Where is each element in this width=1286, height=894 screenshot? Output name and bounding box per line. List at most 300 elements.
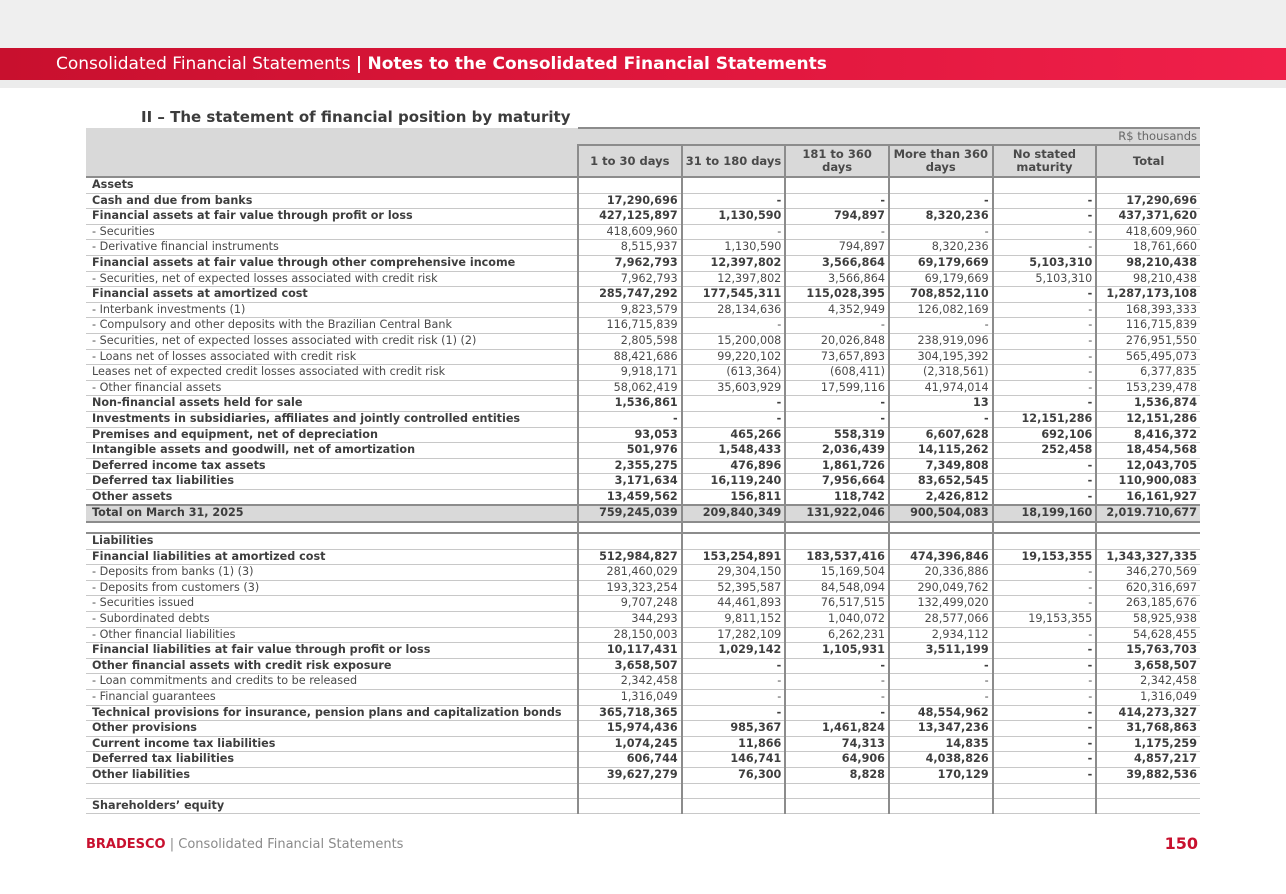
empty-cell xyxy=(993,783,1097,798)
value-cell: 1,536,861 xyxy=(578,396,682,412)
value-cell: 15,974,436 xyxy=(578,721,682,737)
value-cell: 1,040,072 xyxy=(785,612,889,628)
value-cell: 4,857,217 xyxy=(1096,752,1200,768)
empty-cell xyxy=(578,177,682,193)
empty-cell xyxy=(889,798,993,814)
value-cell: - xyxy=(993,318,1097,334)
table-row xyxy=(86,411,1200,427)
row-label: - Securities xyxy=(86,224,578,240)
value-cell: - xyxy=(785,658,889,674)
empty-cell xyxy=(682,533,786,549)
value-cell: 83,652,545 xyxy=(889,474,993,490)
empty-cell xyxy=(1096,798,1200,814)
value-cell: 20,336,886 xyxy=(889,565,993,581)
row-label: Total on March 31, 2025 xyxy=(86,505,578,522)
value-cell: 10,117,431 xyxy=(578,643,682,659)
value-cell: 18,454,568 xyxy=(1096,443,1200,459)
value-cell: - xyxy=(889,690,993,706)
value-cell: 620,316,697 xyxy=(1096,580,1200,596)
empty-cell xyxy=(1096,533,1200,549)
empty-cell xyxy=(889,177,993,193)
value-cell: 5,103,310 xyxy=(993,255,1097,271)
table-row xyxy=(86,596,1200,612)
value-cell: 2,805,598 xyxy=(578,333,682,349)
liabilities-heading-row xyxy=(86,533,1200,549)
table-row xyxy=(86,240,1200,256)
value-cell: 170,129 xyxy=(889,767,993,783)
value-cell: - xyxy=(682,318,786,334)
value-cell: 28,134,636 xyxy=(682,302,786,318)
value-cell: 99,220,102 xyxy=(682,349,786,365)
value-cell: 31,768,863 xyxy=(1096,721,1200,737)
value-cell: 17,290,696 xyxy=(578,193,682,209)
value-cell: 465,266 xyxy=(682,427,786,443)
table-row xyxy=(86,318,1200,334)
value-cell: 18,199,160 xyxy=(993,505,1097,522)
value-cell: 35,603,929 xyxy=(682,380,786,396)
maturity-table xyxy=(86,127,1200,814)
value-cell: 6,377,835 xyxy=(1096,365,1200,381)
value-cell: 116,715,839 xyxy=(1096,318,1200,334)
value-cell: 418,609,960 xyxy=(1096,224,1200,240)
value-cell: 58,925,938 xyxy=(1096,612,1200,628)
value-cell: 238,919,096 xyxy=(889,333,993,349)
value-cell: - xyxy=(993,643,1097,659)
empty-cell xyxy=(785,177,889,193)
value-cell: 74,313 xyxy=(785,736,889,752)
value-cell: 13,347,236 xyxy=(889,721,993,737)
value-cell: 17,290,696 xyxy=(1096,193,1200,209)
row-label: Financial assets at fair value through profit or loss xyxy=(86,209,578,225)
empty-cell xyxy=(993,798,1097,814)
value-cell: - xyxy=(993,193,1097,209)
row-label: Deferred tax liabilities xyxy=(86,752,578,768)
empty-cell xyxy=(889,783,993,798)
value-cell: 64,906 xyxy=(785,752,889,768)
value-cell: 3,171,634 xyxy=(578,474,682,490)
banner-separator: | xyxy=(355,54,363,74)
value-cell: - xyxy=(682,690,786,706)
value-cell: 15,169,504 xyxy=(785,565,889,581)
value-cell: - xyxy=(682,411,786,427)
value-cell: 2,342,458 xyxy=(1096,674,1200,690)
value-cell: - xyxy=(785,193,889,209)
table-row xyxy=(86,380,1200,396)
value-cell: - xyxy=(993,349,1097,365)
empty-cell xyxy=(578,522,682,533)
value-cell: 437,371,620 xyxy=(1096,209,1200,225)
value-cell: 153,239,478 xyxy=(1096,380,1200,396)
value-cell: - xyxy=(785,705,889,721)
value-cell: 606,744 xyxy=(578,752,682,768)
value-cell: 54,628,455 xyxy=(1096,627,1200,643)
footer-separator: | xyxy=(169,837,175,852)
value-cell: 84,548,094 xyxy=(785,580,889,596)
footer xyxy=(86,837,403,852)
empty-cell xyxy=(578,533,682,549)
value-cell: 3,566,864 xyxy=(785,271,889,287)
value-cell: 73,657,893 xyxy=(785,349,889,365)
empty-cell xyxy=(785,522,889,533)
value-cell: - xyxy=(993,658,1097,674)
value-cell: 209,840,349 xyxy=(682,505,786,522)
value-cell: 76,517,515 xyxy=(785,596,889,612)
table-row xyxy=(86,458,1200,474)
value-cell: 6,607,628 xyxy=(889,427,993,443)
value-cell: - xyxy=(993,752,1097,768)
row-label: Financial assets at fair value through other comprehensive income xyxy=(86,255,578,271)
value-cell: 19,153,355 xyxy=(993,612,1097,628)
value-cell: 1,105,931 xyxy=(785,643,889,659)
value-cell: 1,536,874 xyxy=(1096,396,1200,412)
value-cell: 1,861,726 xyxy=(785,458,889,474)
value-cell: 115,028,395 xyxy=(785,287,889,303)
value-cell: - xyxy=(889,193,993,209)
spacer-row xyxy=(86,783,1200,798)
table-row xyxy=(86,271,1200,287)
column-header: More than 360 days xyxy=(889,145,993,177)
value-cell: 692,106 xyxy=(993,427,1097,443)
value-cell: - xyxy=(993,674,1097,690)
value-cell: 290,049,762 xyxy=(889,580,993,596)
spacer-row xyxy=(86,522,1200,533)
value-cell: 1,029,142 xyxy=(682,643,786,659)
value-cell: 1,130,590 xyxy=(682,209,786,225)
table-row xyxy=(86,565,1200,581)
value-cell: - xyxy=(993,580,1097,596)
empty-cell xyxy=(86,522,578,533)
value-cell: 76,300 xyxy=(682,767,786,783)
row-label: Technical provisions for insurance, pension plans and capitalization bonds xyxy=(86,705,578,721)
value-cell: 1,343,327,335 xyxy=(1096,549,1200,565)
value-cell: 8,828 xyxy=(785,767,889,783)
value-cell: 4,038,826 xyxy=(889,752,993,768)
value-cell: 1,074,245 xyxy=(578,736,682,752)
value-cell: 7,962,793 xyxy=(578,271,682,287)
value-cell: 29,304,150 xyxy=(682,565,786,581)
empty-cell xyxy=(578,783,682,798)
value-cell: 7,349,808 xyxy=(889,458,993,474)
value-cell: 414,273,327 xyxy=(1096,705,1200,721)
empty-cell xyxy=(889,533,993,549)
value-cell: 418,609,960 xyxy=(578,224,682,240)
value-cell: - xyxy=(889,318,993,334)
value-cell: (2,318,561) xyxy=(889,365,993,381)
maturity-table-wrapper xyxy=(86,127,1200,814)
table-row xyxy=(86,209,1200,225)
row-label: Financial liabilities at amortized cost xyxy=(86,549,578,565)
empty-cell xyxy=(993,533,1097,549)
value-cell: - xyxy=(993,365,1097,381)
row-label: Investments in subsidiaries, affiliates and jointly controlled entities xyxy=(86,411,578,427)
value-cell: - xyxy=(682,224,786,240)
value-cell: 9,823,579 xyxy=(578,302,682,318)
table-row xyxy=(86,767,1200,783)
value-cell: 12,151,286 xyxy=(1096,411,1200,427)
value-cell: - xyxy=(682,705,786,721)
table-row xyxy=(86,443,1200,459)
row-label: - Financial guarantees xyxy=(86,690,578,706)
row-label: - Deposits from banks (1) (3) xyxy=(86,565,578,581)
row-label: Deferred tax liabilities xyxy=(86,474,578,490)
empty-cell xyxy=(682,177,786,193)
value-cell: - xyxy=(682,193,786,209)
value-cell: 12,043,705 xyxy=(1096,458,1200,474)
value-cell: - xyxy=(993,209,1097,225)
banner-subsection: Notes to the Consolidated Financial Statements xyxy=(367,54,827,74)
assets-heading-row xyxy=(86,177,1200,193)
empty-cell xyxy=(993,522,1097,533)
table-row xyxy=(86,643,1200,659)
value-cell: - xyxy=(993,458,1097,474)
column-header: No stated maturity xyxy=(993,145,1097,177)
table-row xyxy=(86,721,1200,737)
value-cell: 16,119,240 xyxy=(682,474,786,490)
value-cell: 131,922,046 xyxy=(785,505,889,522)
value-cell: 2,342,458 xyxy=(578,674,682,690)
value-cell: 153,254,891 xyxy=(682,549,786,565)
value-cell: 263,185,676 xyxy=(1096,596,1200,612)
table-row xyxy=(86,627,1200,643)
value-cell: - xyxy=(993,767,1097,783)
table-row xyxy=(86,255,1200,271)
value-cell: - xyxy=(889,411,993,427)
value-cell: - xyxy=(993,474,1097,490)
row-label: - Subordinated debts xyxy=(86,612,578,628)
value-cell: 794,897 xyxy=(785,240,889,256)
footer-text: Consolidated Financial Statements xyxy=(178,837,404,852)
units-label: R$ thousands xyxy=(578,128,1200,145)
value-cell: - xyxy=(785,690,889,706)
value-cell: 8,416,372 xyxy=(1096,427,1200,443)
row-label: Cash and due from banks xyxy=(86,193,578,209)
value-cell: 3,511,199 xyxy=(889,643,993,659)
value-cell: 3,658,507 xyxy=(1096,658,1200,674)
row-label: Deferred income tax assets xyxy=(86,458,578,474)
banner-section: Consolidated Financial Statements xyxy=(56,54,351,74)
value-cell: 177,545,311 xyxy=(682,287,786,303)
value-cell: 20,026,848 xyxy=(785,333,889,349)
value-cell: 759,245,039 xyxy=(578,505,682,522)
row-label: Financial assets at amortized cost xyxy=(86,287,578,303)
empty-cell xyxy=(785,798,889,814)
table-row xyxy=(86,427,1200,443)
value-cell: 2,426,812 xyxy=(889,489,993,505)
empty-cell xyxy=(993,177,1097,193)
row-label: Other liabilities xyxy=(86,767,578,783)
value-cell: 13 xyxy=(889,396,993,412)
total-row xyxy=(86,505,1200,522)
row-label: Financial liabilities at fair value through profit or loss xyxy=(86,643,578,659)
empty-cell xyxy=(1096,177,1200,193)
value-cell: 9,811,152 xyxy=(682,612,786,628)
value-cell: 1,316,049 xyxy=(578,690,682,706)
value-cell: 252,458 xyxy=(993,443,1097,459)
value-cell: 7,956,664 xyxy=(785,474,889,490)
empty-cell xyxy=(86,783,578,798)
value-cell: - xyxy=(993,224,1097,240)
row-label: Premises and equipment, net of depreciation xyxy=(86,427,578,443)
value-cell: 12,397,802 xyxy=(682,255,786,271)
table-row xyxy=(86,287,1200,303)
value-cell: 344,293 xyxy=(578,612,682,628)
value-cell: 15,763,703 xyxy=(1096,643,1200,659)
value-cell: 69,179,669 xyxy=(889,271,993,287)
value-cell: - xyxy=(682,396,786,412)
value-cell: 17,282,109 xyxy=(682,627,786,643)
value-cell: 44,461,893 xyxy=(682,596,786,612)
value-cell: 168,393,333 xyxy=(1096,302,1200,318)
value-cell: 16,161,927 xyxy=(1096,489,1200,505)
value-cell: 565,495,073 xyxy=(1096,349,1200,365)
value-cell: 1,130,590 xyxy=(682,240,786,256)
value-cell: 58,062,419 xyxy=(578,380,682,396)
value-cell: - xyxy=(993,596,1097,612)
row-label: Intangible assets and goodwill, net of amortization xyxy=(86,443,578,459)
value-cell: 69,179,669 xyxy=(889,255,993,271)
value-cell: 11,866 xyxy=(682,736,786,752)
value-cell: - xyxy=(785,224,889,240)
value-cell: - xyxy=(889,658,993,674)
empty-cell xyxy=(889,522,993,533)
column-header: Total xyxy=(1096,145,1200,177)
column-header: 1 to 30 days xyxy=(578,145,682,177)
value-cell: 132,499,020 xyxy=(889,596,993,612)
empty-cell xyxy=(785,783,889,798)
empty-cell xyxy=(682,522,786,533)
value-cell: 5,103,310 xyxy=(993,271,1097,287)
value-cell: 88,421,686 xyxy=(578,349,682,365)
value-cell: - xyxy=(682,658,786,674)
value-cell: 4,352,949 xyxy=(785,302,889,318)
empty-cell xyxy=(785,533,889,549)
empty-cell xyxy=(578,798,682,814)
value-cell: 285,747,292 xyxy=(578,287,682,303)
value-cell: - xyxy=(785,411,889,427)
value-cell: - xyxy=(993,240,1097,256)
value-cell: - xyxy=(785,318,889,334)
value-cell: 93,053 xyxy=(578,427,682,443)
footer-brand: BRADESCO xyxy=(86,837,166,852)
table-row xyxy=(86,474,1200,490)
value-cell: 52,395,587 xyxy=(682,580,786,596)
value-cell: 346,270,569 xyxy=(1096,565,1200,581)
value-cell: 2,036,439 xyxy=(785,443,889,459)
row-label: - Securities, net of expected losses associated with credit risk (1) (2) xyxy=(86,333,578,349)
value-cell: 118,742 xyxy=(785,489,889,505)
value-cell: 12,397,802 xyxy=(682,271,786,287)
value-cell: - xyxy=(993,489,1097,505)
value-cell: 985,367 xyxy=(682,721,786,737)
row-label: Other provisions xyxy=(86,721,578,737)
value-cell: - xyxy=(993,627,1097,643)
value-cell: 98,210,438 xyxy=(1096,255,1200,271)
value-cell: 8,515,937 xyxy=(578,240,682,256)
row-label: Assets xyxy=(86,177,578,193)
value-cell: 7,962,793 xyxy=(578,255,682,271)
value-cell: 512,984,827 xyxy=(578,549,682,565)
value-cell: - xyxy=(785,396,889,412)
table-row xyxy=(86,549,1200,565)
value-cell: 28,577,066 xyxy=(889,612,993,628)
value-cell: (608,411) xyxy=(785,365,889,381)
row-label: - Derivative financial instruments xyxy=(86,240,578,256)
table-row xyxy=(86,736,1200,752)
value-cell: - xyxy=(578,411,682,427)
value-cell: 365,718,365 xyxy=(578,705,682,721)
table-row xyxy=(86,674,1200,690)
value-cell: 39,627,279 xyxy=(578,767,682,783)
equity-heading-row xyxy=(86,798,1200,814)
table-row xyxy=(86,349,1200,365)
value-cell: 476,896 xyxy=(682,458,786,474)
row-label: - Securities issued xyxy=(86,596,578,612)
row-label: - Other financial assets xyxy=(86,380,578,396)
value-cell: 110,900,083 xyxy=(1096,474,1200,490)
value-cell: 41,974,014 xyxy=(889,380,993,396)
value-cell: 2,019.710,677 xyxy=(1096,505,1200,522)
value-cell: 1,461,824 xyxy=(785,721,889,737)
value-cell: 304,195,392 xyxy=(889,349,993,365)
value-cell: 18,761,660 xyxy=(1096,240,1200,256)
value-cell: 3,566,864 xyxy=(785,255,889,271)
value-cell: - xyxy=(993,380,1097,396)
table-row xyxy=(86,612,1200,628)
empty-cell xyxy=(682,783,786,798)
value-cell: 126,082,169 xyxy=(889,302,993,318)
value-cell: 1,316,049 xyxy=(1096,690,1200,706)
value-cell: (613,364) xyxy=(682,365,786,381)
value-cell: 427,125,897 xyxy=(578,209,682,225)
value-cell: 19,153,355 xyxy=(993,549,1097,565)
table-row xyxy=(86,705,1200,721)
value-cell: 1,287,173,108 xyxy=(1096,287,1200,303)
row-label: Liabilities xyxy=(86,533,578,549)
table-row xyxy=(86,752,1200,768)
value-cell: - xyxy=(785,674,889,690)
value-cell: 14,835 xyxy=(889,736,993,752)
value-cell: - xyxy=(993,705,1097,721)
row-label: - Compulsory and other deposits with the Brazilian Central Bank xyxy=(86,318,578,334)
value-cell: 98,210,438 xyxy=(1096,271,1200,287)
under-band xyxy=(0,80,1286,88)
table-row xyxy=(86,302,1200,318)
value-cell: 15,200,008 xyxy=(682,333,786,349)
row-label: Non-financial assets held for sale xyxy=(86,396,578,412)
top-band xyxy=(0,0,1286,48)
column-header-row xyxy=(86,145,1200,177)
value-cell: 12,151,286 xyxy=(993,411,1097,427)
value-cell: - xyxy=(993,721,1097,737)
empty-cell xyxy=(1096,783,1200,798)
value-cell: 8,320,236 xyxy=(889,209,993,225)
table-row xyxy=(86,365,1200,381)
value-cell: 14,115,262 xyxy=(889,443,993,459)
row-label: - Interbank investments (1) xyxy=(86,302,578,318)
table-row xyxy=(86,580,1200,596)
value-cell: 48,554,962 xyxy=(889,705,993,721)
row-label: - Loan commitments and credits to be released xyxy=(86,674,578,690)
table-row xyxy=(86,489,1200,505)
page-number: 150 xyxy=(1164,834,1198,853)
table-row xyxy=(86,658,1200,674)
value-cell: 474,396,846 xyxy=(889,549,993,565)
value-cell: - xyxy=(993,333,1097,349)
column-header: 181 to 360 days xyxy=(785,145,889,177)
value-cell: - xyxy=(682,674,786,690)
table-body xyxy=(86,177,1200,814)
value-cell: - xyxy=(993,287,1097,303)
